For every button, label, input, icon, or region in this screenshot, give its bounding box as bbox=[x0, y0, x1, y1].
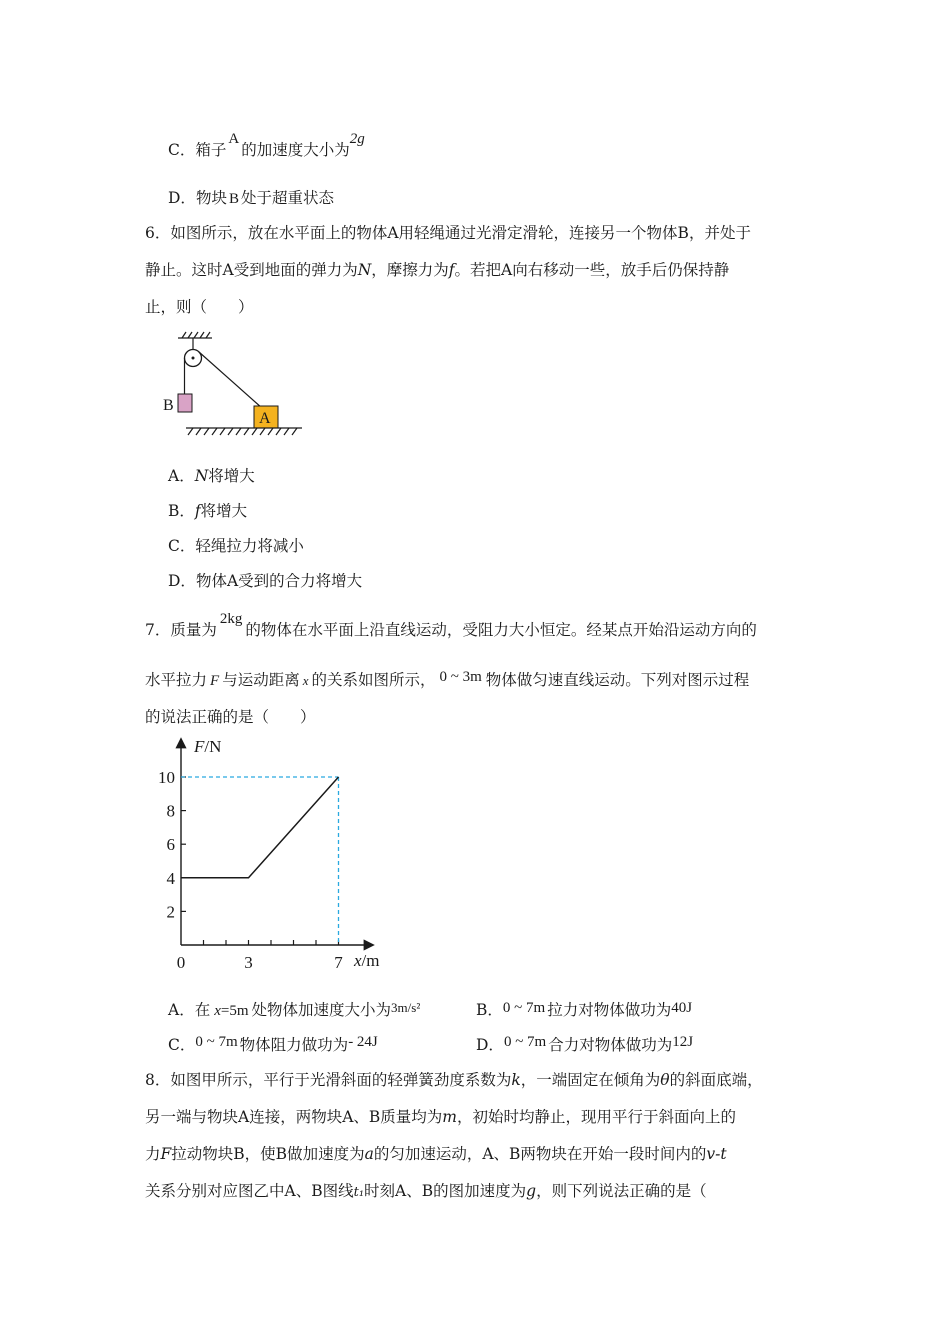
q7-option-c: C．0 ~ 7m 物体阻力做功为- 24J bbox=[168, 1034, 378, 1054]
y-tick-label: 6 bbox=[166, 835, 175, 855]
x-tick-label: 7 bbox=[334, 953, 343, 972]
q5-option-c: C．箱子A的加速度大小为2g bbox=[168, 131, 365, 159]
q8-stem-line4: 关系分别对应图乙中A、B图线t₁时刻A、B的图加速度为g，则下列说法正确的是（ bbox=[145, 1182, 707, 1200]
series-line bbox=[181, 777, 339, 878]
q5-option-d: D．物块 B 处于超重状态 bbox=[168, 189, 334, 207]
y-tick-label: 2 bbox=[166, 902, 175, 922]
q6-stem-line2: 静止。这时A受到地面的弹力为N，摩擦力为f。若把A向右移动一些，放手后仍保持静 bbox=[145, 261, 730, 279]
block-a-label: A bbox=[259, 410, 271, 427]
y-tick-label: 4 bbox=[166, 868, 175, 888]
q6-option-c: C．轻绳拉力将减小 bbox=[168, 537, 304, 555]
q6-stem-line3: 止，则（ ） bbox=[145, 298, 254, 316]
q7-stem-line1: 7．质量为2kg的物体在水平面上沿直线运动，受阻力大小恒定。经某点开始沿运动方向的 bbox=[145, 611, 757, 639]
q7-stem-line2: 水平拉力 F 与运动距离 x 的关系如图所示， 0 ~ 3m 物体做匀速直线运动。下列对图示过程 bbox=[145, 669, 750, 689]
q7-option-b: B．0 ~ 7m 拉力对物体做功为40J bbox=[476, 1000, 693, 1019]
block-b-label: B bbox=[163, 397, 174, 414]
q6-option-a: A．N将增大 bbox=[168, 467, 255, 485]
x-tick-label: 3 bbox=[244, 953, 253, 972]
q8-stem-line2: 另一端与物块A连接，两物块A、B质量均为m，初始时均静止，现用平行于斜面向上的 bbox=[145, 1108, 736, 1126]
y-tick-label: 10 bbox=[158, 768, 175, 787]
q7-option-d: D．0 ~ 7m 合力对物体做功为12J bbox=[476, 1034, 694, 1054]
rope-to-a bbox=[199, 352, 262, 408]
q7-stem-line3: 的说法正确的是（ ） bbox=[145, 708, 316, 726]
y-tick-label: 8 bbox=[166, 801, 175, 821]
f-x-chart bbox=[150, 730, 400, 975]
q6-option-b: B．f将增大 bbox=[168, 502, 248, 520]
x-tick-label: 0 bbox=[176, 953, 186, 972]
pulley-figure bbox=[160, 330, 310, 442]
q7-option-a: A．在 x=5m 处物体加速度大小为3m/s² bbox=[168, 1000, 421, 1019]
q8-stem-line3: 力F拉动物块B，使B做加速度为a的匀加速运动，A、B两物块在开始一段时间内的v-t bbox=[145, 1145, 727, 1163]
q6-stem-line1: 6．如图所示，放在水平面上的物体A用轻绳通过光滑定滑轮，连接另一个物体B，并处于 bbox=[145, 224, 751, 242]
y-axis-label: F/N bbox=[194, 737, 222, 756]
q8-stem-line1: 8．如图甲所示，平行于光滑斜面的轻弹簧劲度系数为k，一端固定在倾角为θ的斜面底端， bbox=[145, 1071, 763, 1089]
ceiling-hatch bbox=[178, 332, 212, 338]
q6-option-d: D．物体A受到的合力将增大 bbox=[168, 572, 363, 590]
block-b bbox=[178, 394, 192, 412]
ground-hatch bbox=[186, 428, 302, 435]
x-axis-label: x/m bbox=[354, 951, 380, 970]
